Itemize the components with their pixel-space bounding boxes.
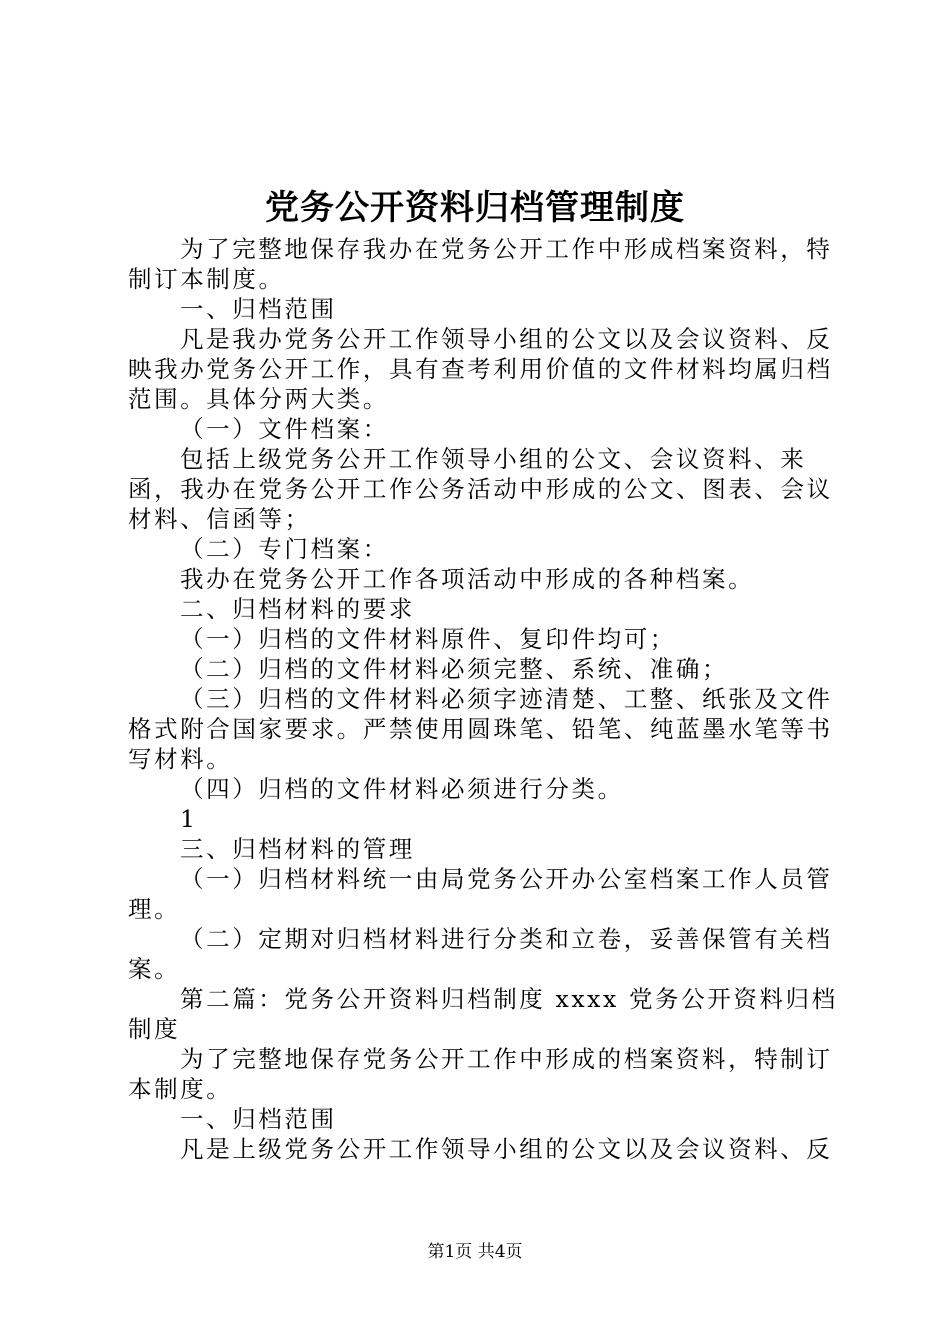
section-heading: 一、归档范围 <box>180 1105 337 1133</box>
section-heading: 一、归档范围 <box>180 295 337 323</box>
page-footer: 第1页 共4页 <box>427 1242 523 1262</box>
document-title: 党务公开资料归档管理制度 <box>265 188 685 228</box>
list-item: （四）归档的文件材料必须进行分类。 <box>180 775 624 803</box>
inline-page-number: 1 <box>180 805 198 833</box>
list-item: （二）归档的文件材料必须完整、系统、准确； <box>180 655 729 683</box>
paragraph: 为了完整地保存党务公开工作中形成的档案资料，特制订本制度。 <box>128 1045 833 1103</box>
section-heading: 二、归档材料的要求 <box>180 595 415 623</box>
list-item: （一）归档材料统一由局党务公开办公室档案工作人员管理。 <box>128 865 833 923</box>
paragraph: 凡是上级党务公开工作领导小组的公文以及会议资料、反 <box>180 1135 833 1163</box>
section-heading: 三、归档材料的管理 <box>180 835 415 863</box>
list-item: （三）归档的文件材料必须字迹清楚、工整、纸张及文件格式附合国家要求。严禁使用圆珠笔、铅笔、纯蓝墨水笔等书写材料。 <box>128 685 833 773</box>
subsection-heading: （二）专门档案： <box>180 535 389 563</box>
paragraph: 为了完整地保存我办在党务公开工作中形成档案资料，特制订本制度。 <box>128 235 833 293</box>
paragraph: 凡是我办党务公开工作领导小组的公文以及会议资料、反映我办党务公开工作，具有查考利用价值的文件材料均属归档范围。具体分两大类。 <box>128 325 833 413</box>
second-part-heading: 第二篇：党务公开资料归档制度 xxxx 党务公开资料归档制度 <box>128 985 838 1043</box>
paragraph: 我办在党务公开工作各项活动中形成的各种档案。 <box>180 565 755 593</box>
subsection-heading: （一）文件档案： <box>180 415 389 443</box>
paragraph: 包括上级党务公开工作领导小组的公文、会议资料、来函，我办在党务公开工作公务活动中形成的公文、图表、会议材料、信函等； <box>128 445 833 533</box>
document-body <box>128 234 838 1164</box>
list-item: （一）归档的文件材料原件、复印件均可； <box>180 625 676 653</box>
list-item: （二）定期对归档材料进行分类和立卷，妥善保管有关档案。 <box>128 925 833 983</box>
